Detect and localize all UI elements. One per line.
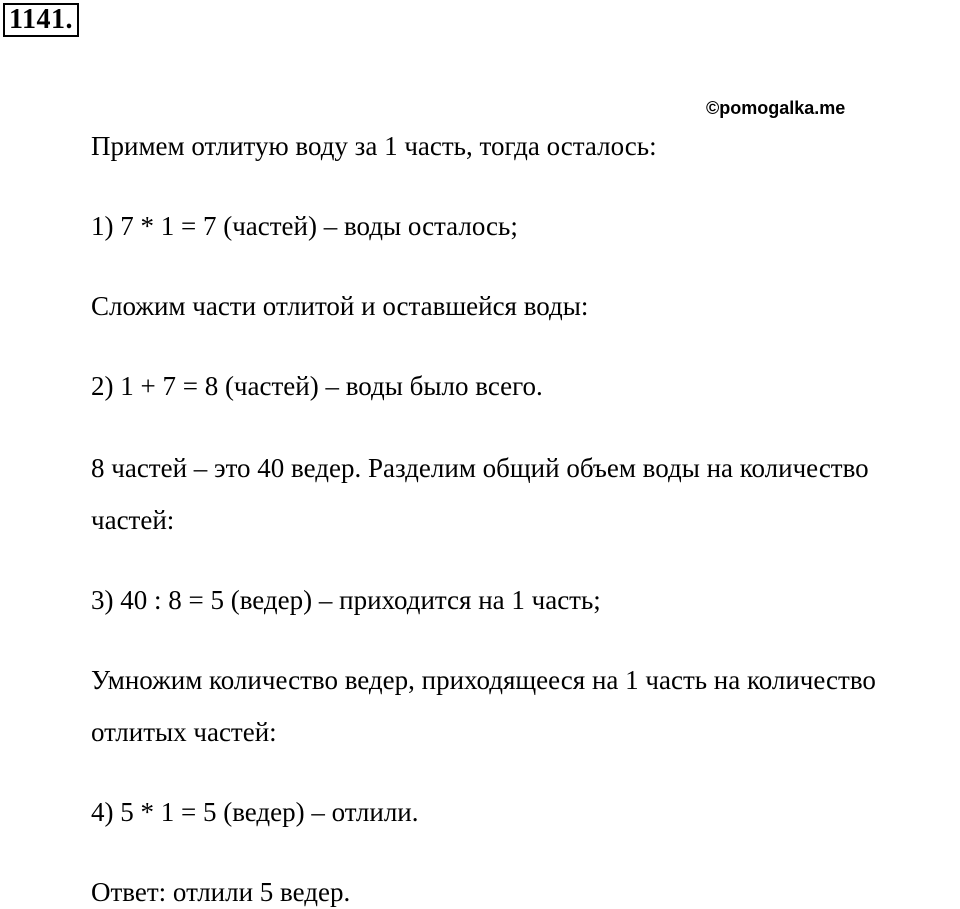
text-line-multiply-intro-cont: отлитых частей: [91, 717, 277, 747]
text-line-intro: Примем отлитую воду за 1 часть, тогда осталось: [91, 131, 657, 161]
text-line-divide-intro-cont: частей: [91, 505, 175, 535]
text-line-add-parts: Сложим части отлитой и оставшейся воды: [91, 291, 589, 321]
text-line-step-3: 3) 40 : 8 = 5 (ведер) – приходится на 1 часть; [91, 585, 601, 615]
text-line-multiply-intro: Умножим количество ведер, приходящееся на 1 часть на количество [91, 665, 876, 695]
problem-number: 1141. [3, 3, 79, 37]
watermark: ©pomogalka.me [706, 98, 846, 118]
text-line-step-1: 1) 7 * 1 = 7 (частей) – воды осталось; [91, 211, 518, 241]
text-line-step-2: 2) 1 + 7 = 8 (частей) – воды было всего. [91, 371, 543, 401]
text-line-step-4: 4) 5 * 1 = 5 (ведер) – отлили. [91, 797, 419, 827]
text-line-divide-intro: 8 частей – это 40 ведер. Разделим общий объем воды на количество [91, 453, 869, 483]
text-line-answer: Ответ: отлили 5 ведер. [91, 877, 351, 907]
